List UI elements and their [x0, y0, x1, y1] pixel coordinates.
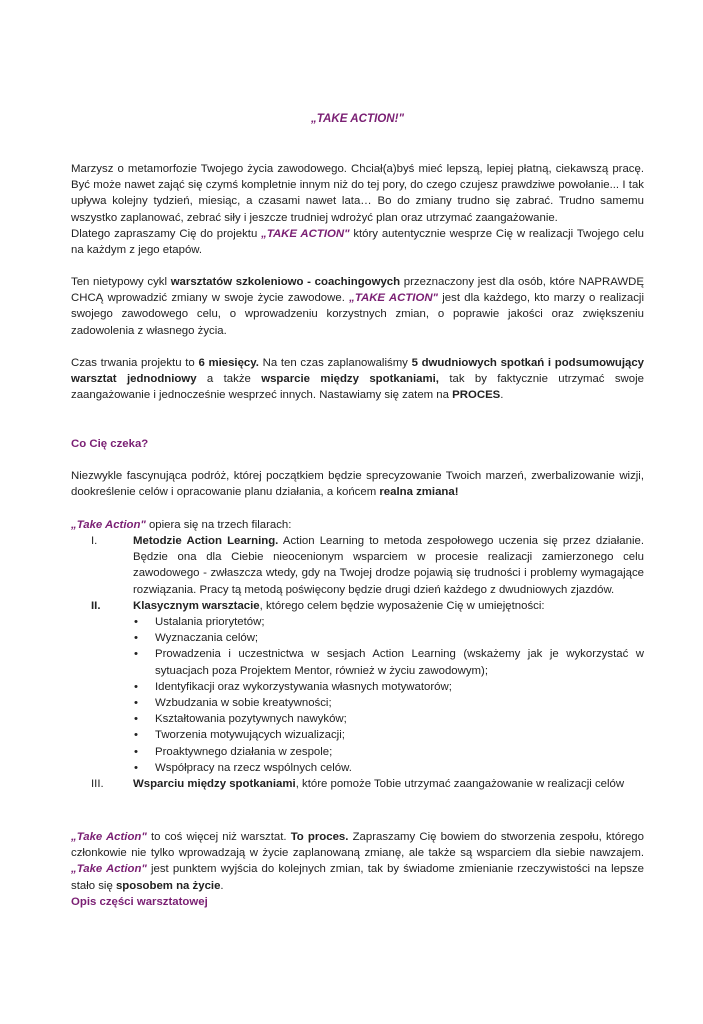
intro-paragraph	[71, 161, 644, 258]
skill-item	[133, 630, 644, 646]
skill-text: Proaktywnego działania w zespole;	[155, 745, 333, 758]
skill-text: Kształtowania pozytywnych nawyków;	[155, 713, 347, 726]
journey-bold-text: realna zmiana!	[379, 486, 459, 499]
closing-text-2: Zapraszamy Cię bowiem do stworzenia zespołu, którego członkowie nie tylko wprowadzają w życie zaplanowaną zmianę, ale także są wsparciem dla siebie nawzajem.	[71, 831, 644, 860]
closing-text-3: jest punktem wyjścia do kolejnych zmian, tak by świadome zmienianie rzeczywistości na lepsze stało się	[71, 863, 644, 892]
pillar-title: Metodzie Action Learning.	[133, 535, 279, 547]
pillar-text: Action Learning to metoda zespołowego uczenia się przez działanie. Będzie ona dla Ciebie nieocenionym wsparciem w procesie realizacji zamierzonego celu zawodowego - zwłaszcza wtedy, gdy na Twojej drodze pojawią się trudności i problemy wymagające rozwiązania. Pracy tą metodą poświęcony będzie drugi dzień każdego z dwudniowych zjazdów.	[133, 535, 644, 596]
section-heading-workshop: Opis części warsztatowej	[71, 896, 208, 908]
duration-text: Czas trwania projektu to	[71, 357, 199, 369]
cycle-text-2: przeznaczony jest dla osób, które NAPRAWDĘ CHCĄ wprowadzić zmiany w swoje życie zawodowe.	[71, 276, 644, 305]
bullet-icon: •	[134, 745, 138, 758]
bullet-icon: •	[134, 697, 138, 710]
closing-period: .	[220, 879, 224, 892]
skill-text: Współpracy na rzecz wspólnych celów.	[155, 761, 352, 774]
skill-text: Identyfikacji oraz wykorzystywania własnych motywatorów;	[155, 680, 452, 693]
section-heading-what-awaits: Co Cię czeka?	[71, 438, 149, 450]
bullet-icon: •	[134, 713, 138, 726]
intro-invite-text: Dlatego zapraszamy Cię do projektu	[71, 227, 262, 240]
skill-item	[133, 695, 644, 711]
pillar-number: I.	[91, 535, 98, 547]
pillar-number: III.	[91, 778, 104, 791]
duration-text-2: Na ten czas zaplanowaliśmy	[258, 357, 412, 369]
closing-bold-text: To proces.	[290, 831, 349, 843]
cycle-paragraph	[71, 274, 644, 339]
duration-months: 6 miesięcy.	[198, 357, 259, 369]
skill-item	[133, 760, 644, 776]
brand-name: „TAKE ACTION"	[349, 292, 438, 305]
bullet-icon: •	[134, 729, 138, 742]
journey-paragraph	[71, 468, 644, 500]
bullet-icon: •	[134, 632, 138, 645]
skill-text: Ustalania priorytetów;	[155, 616, 265, 629]
bullet-icon: •	[134, 680, 138, 693]
duration-text-3: a także	[196, 373, 262, 386]
brand-name: „Take Action"	[71, 831, 147, 843]
bullet-icon: •	[134, 761, 138, 774]
closing-paragraph	[71, 829, 644, 894]
pillars-intro	[71, 517, 644, 533]
bullet-icon: •	[134, 648, 138, 661]
document-title: „TAKE ACTION!"	[310, 112, 405, 125]
cycle-bold-text: warsztatów szkoleniowo - coachingowych	[170, 276, 401, 288]
pillar-text: , którego celem będzie wyposażenie Cię w umiejętności:	[259, 599, 545, 612]
duration-meetings: 5 dwudniowych spotkań i podsumowujący warsztat jednodniowy	[71, 357, 645, 386]
pillar-title: Klasycznym warsztacie	[133, 599, 260, 612]
skill-text: Wyznaczania celów;	[155, 632, 259, 645]
intro-invite-rest: który autentycznie wesprze Cię w realizacji Twojego celu na każdym z jego etapów.	[71, 227, 644, 257]
closing-bold-text-2: sposobem na życie	[115, 879, 221, 892]
skill-item	[133, 744, 644, 760]
intro-text: Marzysz o metamorfozie Twojego życia zawodowego. Chciał(a)byś mieć lepszą, lepiej płatną, ciekawszą pracę. Być może nawet zająć się czymś kompletnie innym niż do tej pory, do czego czujesz prawdziwe powołanie... I tak upływa kolejny tydzień, miesiąc, a czasami nawet lata… Bo do zmiany trudno się zabrać. Trudno samemu wszystko zaplanować, zebrać siły i jeszcze trudniej wdrożyć plan oraz utrzymać zaangażowanie.	[71, 163, 644, 224]
pillar-item-2	[71, 598, 644, 776]
pillars-list	[71, 533, 644, 792]
skill-item	[133, 679, 644, 695]
skill-text: Wzbudzania w sobie kreatywności;	[155, 697, 332, 710]
closing-text: to coś więcej niż warsztat.	[146, 831, 291, 843]
duration-paragraph	[71, 355, 644, 404]
skill-text: Tworzenia motywujących wizualizacji;	[155, 729, 345, 742]
cycle-text-3: jest dla każdego, kto marzy o realizacji swojego zawodowego celu, o wprowadzeniu korzystnych zmian, o poprawie jakości oraz zwiększeniu zadowolenia z własnego życia.	[71, 292, 644, 337]
pillar-text: , które pomoże Tobie utrzymać zaangażowanie w realizacji celów	[295, 778, 625, 791]
pillar-item-1	[71, 533, 644, 598]
duration-period: .	[500, 389, 504, 402]
journey-text: Niezwykle fascynująca podróż, której początkiem będzie sprecyzowanie Twoich marzeń, zwerbalizowanie wizji, dookreślenie celów i opracowanie planu działania, a końcem	[71, 470, 644, 499]
skills-list	[133, 614, 644, 776]
skill-text: Prowadzenia i uczestnictwa w sesjach Action Learning (wskażemy jak je wykorzystać w sytuacjach poza Projektem Mentor, również w życiu zawodowym);	[155, 648, 644, 677]
duration-process: PROCES	[452, 389, 501, 402]
brand-name: „TAKE ACTION"	[261, 227, 350, 240]
skill-item	[133, 727, 644, 743]
duration-text-4: tak by faktycznie utrzymać swoje zaangażowanie i jednocześnie wesprzeć innych. Nastawiamy się zatem na	[71, 373, 644, 402]
brand-name: „Take Action"	[71, 863, 147, 876]
brand-name: „Take Action"	[71, 519, 146, 531]
skill-item	[133, 614, 644, 630]
duration-support: wsparcie między spotkaniami,	[261, 373, 439, 386]
skill-item	[133, 711, 644, 727]
pillar-number: II.	[91, 599, 101, 612]
skill-item	[133, 646, 644, 678]
pillar-title: Wsparciu między spotkaniami	[133, 778, 296, 791]
pillar-item-3	[71, 776, 644, 792]
cycle-text: Ten nietypowy cykl	[71, 276, 171, 288]
pillars-intro-text: opiera się na trzech filarach:	[145, 519, 292, 531]
bullet-icon: •	[134, 616, 138, 629]
